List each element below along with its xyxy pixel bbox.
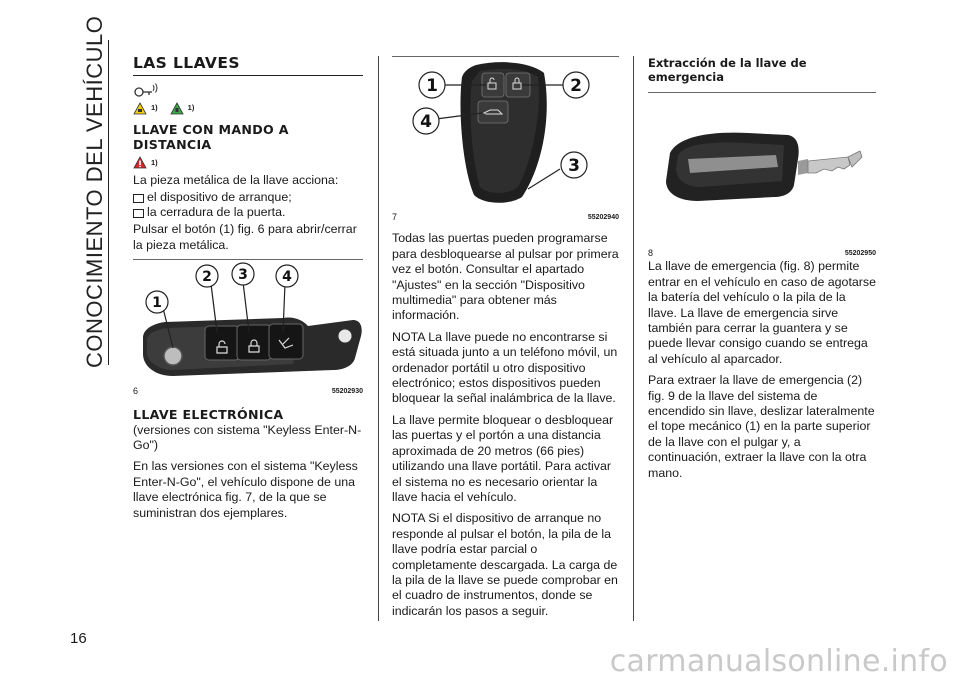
running-title: CONOCIMIENTO DEL VEHÍCULO (82, 15, 107, 368)
column-1 (133, 56, 363, 527)
bullet-text: el dispositivo de arranque; (147, 189, 292, 204)
figure-8 (648, 93, 876, 259)
figure-7 (392, 57, 619, 223)
paragraph-note-interference: NOTA La llave puede no encontrarse si está situada junto a un teléfono móvil, un ordenador portátil u otro dispositivo electrónico; estos dispositivos pueden bloquear la señal inalámbrica de la llave. (392, 329, 618, 406)
figure-caption (392, 212, 619, 223)
figure-caption (648, 248, 876, 259)
figure-code: 55202930 (331, 387, 363, 395)
paragraph-range: La llave permite bloquear o desbloquear las puertas y el portón a una distancia aproximada de 20 metros (66 pies) utilizando una llave portátil. Para activar el sistema no es necesario orientar la llave hacia el vehículo. (392, 412, 614, 504)
key-icon (133, 82, 159, 98)
callout-2: 2 (202, 269, 212, 286)
callout-4: 4 (420, 112, 432, 132)
remote-key-illustration (133, 260, 363, 380)
paragraph-extraction: Para extraer la llave de emergencia (2) fig. 9 de la llave del sistema de encendido sin llave, deslizar lateralmente el tope mecánico (1) en la parte superior de la llave con el pulgar y, a continuación, extraer la llave con la otra mano. (648, 373, 875, 480)
section-title-remote-key: LLAVE CON MANDO A DISTANCIA (133, 121, 289, 152)
figure-caption (133, 386, 363, 397)
bullet-text: la cerradura de la puerta. (147, 205, 286, 220)
figure-code: 55202940 (587, 214, 619, 222)
warning-icon-row (133, 100, 363, 115)
bullet-item (133, 205, 363, 220)
callout-1: 1 (152, 295, 162, 312)
title-rule (133, 75, 363, 76)
callout-4: 4 (282, 269, 292, 286)
callout-2: 2 (570, 76, 582, 96)
page-number: 16 (70, 630, 87, 647)
electronic-key-versions: (versiones con sistema "Keyless Enter-N-Go") (133, 422, 362, 453)
danger-icon-row (133, 155, 363, 170)
figure-number: 6 (133, 385, 139, 396)
bullet-square-icon (133, 194, 144, 203)
running-title-rule (108, 40, 109, 365)
paragraph-programming: Todas las puertas pueden programarse para desbloquearse al pulsar por primera vez el botón. Consultar el apartado "Ajustes" en la sección "Dispositivo multimedia" para obtener más información. (392, 231, 619, 323)
warning-ref-2: 1) (187, 103, 195, 113)
callout-3: 3 (238, 267, 248, 284)
callout-1: 1 (426, 76, 438, 96)
section-title-keys: LAS LLAVES (133, 54, 240, 72)
section-title-electronic-key: LLAVE ELECTRÓNICA (133, 406, 284, 422)
figure-code: 55202950 (844, 250, 876, 258)
remote-key-intro: La pieza metálica de la llave acciona: (133, 173, 339, 188)
bullet-item (133, 190, 363, 205)
warning-ref-1: 1) (151, 103, 158, 113)
warning-triangle-yellow-icon (133, 102, 147, 115)
emergency-key-illustration (648, 93, 876, 243)
paragraph-note-battery: NOTA Si el dispositivo de arranque no responde al pulsar el botón, la pila de la llave podría estar parcial o completamente descargada. La carga de la pila de la llave se puede comprobar en el cuadro de instrumentos, donde se indicarán los pasos a seguir. (392, 511, 618, 618)
figure-number: 7 (392, 212, 398, 223)
warning-triangle-red-icon (133, 156, 147, 169)
figure-number: 8 (648, 248, 654, 259)
warning-ref-3: 1) (151, 157, 158, 167)
electronic-key-illustration (392, 57, 619, 207)
callout-3: 3 (568, 156, 580, 176)
section-title-emergency-key: Extracción de la llave de emergencia (648, 56, 807, 84)
paragraph-emergency-key: La llave de emergencia (fig. 8) permite entrar en el vehículo en caso de agotarse la batería del vehículo o la pila de la llave. La llave de emergencia sirve también para cerrar la guantera y se puede llevar consigo cuando se entrega al vehículo al aparcador. (648, 259, 876, 366)
column-2 (392, 56, 619, 625)
figure-6 (133, 260, 363, 396)
bullet-square-icon (133, 209, 144, 218)
remote-key-instruction: Pulsar el botón (1) fig. 6 para abrir/cerrar la pieza metálica. (133, 222, 357, 252)
key-icon-row (133, 82, 363, 98)
column-3 (648, 56, 876, 487)
column-divider-right (633, 56, 634, 621)
warning-triangle-green-icon (170, 102, 184, 115)
watermark: carmanualsonline.info (609, 644, 948, 679)
column-divider-left (378, 56, 379, 621)
electronic-key-body: En las versiones con el sistema "Keyless Enter-N-Go", el vehículo dispone de una llave electrónica fig. 7, de la que se suministran dos ejemplares. (133, 459, 358, 520)
